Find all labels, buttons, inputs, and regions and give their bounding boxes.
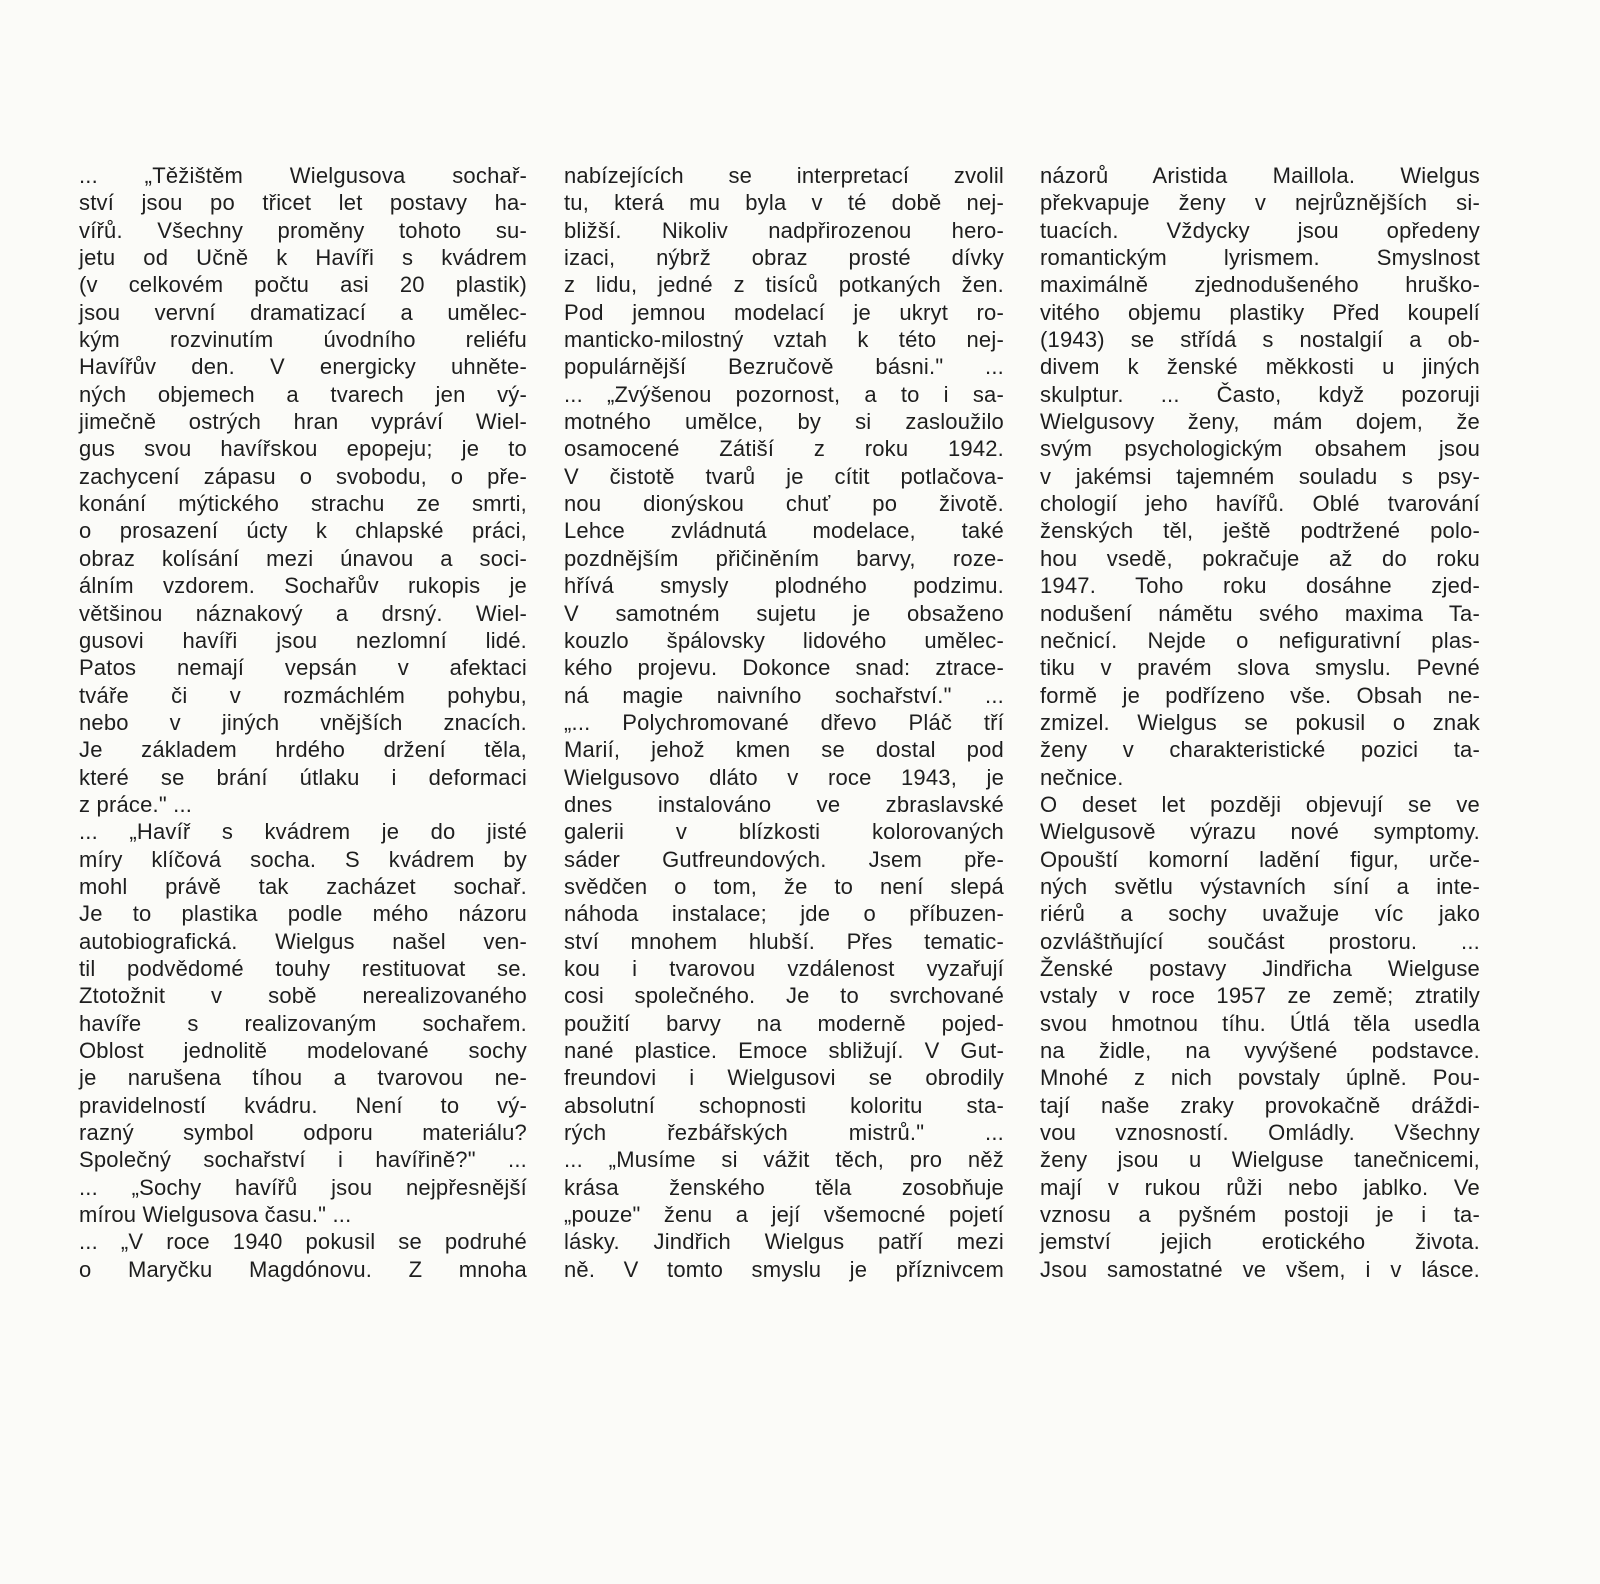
text-line: ženy v charakteristické pozici ta- bbox=[1040, 737, 1480, 763]
text-line: havíře s realizovaným sochařem. bbox=[79, 1010, 527, 1036]
text-line: autobiografická. Wielgus našel ven- bbox=[79, 928, 527, 954]
text-line: ... „Havíř s kvádrem je do jisté bbox=[79, 819, 527, 845]
text-line: gus svou havířskou epopeju; je to bbox=[79, 436, 527, 462]
text-line: Pod jemnou modelací je ukryt ro- bbox=[564, 299, 1004, 325]
text-line: ... „Musíme si vážit těch, pro něž bbox=[564, 1147, 1004, 1173]
text-line: ství mnohem hlubší. Přes tematic- bbox=[564, 928, 1004, 954]
text-line: vířů. Všechny proměny tohoto su- bbox=[79, 217, 527, 243]
text-line: náhoda instalace; jde o příbuzen- bbox=[564, 901, 1004, 927]
text-line: jsou vervní dramatizací a umělec- bbox=[79, 299, 527, 325]
text-line: nebo v jiných vnějších znacích. bbox=[79, 709, 527, 735]
text-line: nečnice. bbox=[1040, 764, 1124, 790]
text-line: romantickým lyrismem. Smyslnost bbox=[1040, 245, 1480, 271]
text-line: ... „Sochy havířů jsou nejpřesnější bbox=[79, 1174, 527, 1200]
text-line: cosi společného. Je to svrchované bbox=[564, 983, 1004, 1009]
text-line: rých řezbářských mistrů." ... bbox=[564, 1120, 1004, 1146]
text-column-3 bbox=[1040, 162, 1480, 1283]
text-line: pozdnějším přičiněním barvy, roze- bbox=[564, 545, 1004, 571]
text-line: Lehce zvládnutá modelace, také bbox=[564, 518, 1004, 544]
text-column-1 bbox=[79, 162, 527, 1283]
text-line: svědčen o tom, že to není slepá bbox=[564, 873, 1004, 899]
text-line: ství jsou po třicet let postavy ha- bbox=[79, 190, 527, 216]
text-line: Patos nemají vepsán v afektaci bbox=[79, 655, 527, 681]
text-line: krása ženského těla zosobňuje bbox=[564, 1174, 1004, 1200]
text-line: til podvědomé touhy restituovat se. bbox=[79, 955, 527, 981]
text-line: vznosu a pyšném postoji je i ta- bbox=[1040, 1202, 1480, 1228]
text-line: ženských těl, ještě podtržené polo- bbox=[1040, 518, 1480, 544]
text-line: o prosazení úcty k chlapské práci, bbox=[79, 518, 527, 544]
text-line: „... Polychromované dřevo Pláč tří bbox=[564, 709, 1004, 735]
text-line: bližší. Nikoliv nadpřirozenou hero- bbox=[564, 217, 1004, 243]
text-line: konání mýtického strachu ze smrti, bbox=[79, 491, 527, 517]
text-line: riérů a sochy uvažuje víc jako bbox=[1040, 901, 1480, 927]
text-line: ... „V roce 1940 pokusil se podruhé bbox=[79, 1229, 527, 1255]
text-line: nané plastice. Emoce sbližují. V Gut- bbox=[564, 1038, 1004, 1063]
text-line: zmizel. Wielgus se pokusil o znak bbox=[1040, 709, 1480, 735]
text-line: vstaly v roce 1957 ze země; ztratily bbox=[1040, 983, 1480, 1009]
text-line: Marií, jehož kmen se dostal pod bbox=[564, 737, 1004, 763]
text-line: Havířův den. V energicky uhněte- bbox=[79, 354, 527, 380]
text-line: ných světlu výstavních síní a inte- bbox=[1040, 873, 1480, 899]
text-line: nečnicí. Nejde o nefigurativní plas- bbox=[1040, 627, 1480, 653]
text-line: O deset let později objevují se ve bbox=[1040, 791, 1480, 817]
text-line: motného umělce, by si zasloužilo bbox=[564, 409, 1004, 435]
text-line: v jakémsi tajemném souladu s psy- bbox=[1040, 463, 1480, 489]
text-line: je narušena tíhou a tvarovou ne- bbox=[79, 1065, 527, 1091]
text-line: zachycení zápasu o svobodu, o pře- bbox=[79, 463, 527, 489]
text-line: Společný sochařství i havířině?" ... bbox=[79, 1147, 527, 1173]
text-line: divem k ženské měkkosti u jiných bbox=[1040, 354, 1480, 380]
text-line: ných objemech a tvarech jen vý- bbox=[79, 381, 527, 407]
text-line: razný symbol odporu materiálu? bbox=[79, 1120, 527, 1146]
text-line: mají v rukou růži nebo jablko. Ve bbox=[1040, 1174, 1480, 1200]
text-line: osamocené Zátiší z roku 1942. bbox=[564, 436, 1004, 462]
text-line: kouzlo špálovsky lidového umělec- bbox=[564, 627, 1004, 653]
text-line: nodušení námětu svého maxima Ta- bbox=[1040, 600, 1480, 626]
text-line: (1943) se střídá s nostalgií a ob- bbox=[1040, 327, 1480, 353]
text-line: mírou Wielgusova času." ... bbox=[79, 1202, 352, 1228]
text-line: tají naše zraky provokačně dráždi- bbox=[1040, 1092, 1480, 1118]
text-line: lásky. Jindřich Wielgus patří mezi bbox=[564, 1229, 1004, 1255]
text-line: z práce." ... bbox=[79, 791, 193, 817]
text-line: chologií jeho havířů. Oblé tvarování bbox=[1040, 491, 1480, 517]
text-line: Oblost jednolitě modelované sochy bbox=[79, 1038, 527, 1063]
text-line: obraz kolísání mezi únavou a soci- bbox=[79, 545, 527, 571]
text-line: kým rozvinutím úvodního reliéfu bbox=[79, 327, 527, 353]
text-line: míry klíčová socha. S kvádrem by bbox=[79, 846, 527, 872]
text-line: nou dionýskou chuť po životě. bbox=[564, 491, 1004, 517]
text-line: tváře či v rozmáchlém pohybu, bbox=[79, 682, 527, 708]
text-line: svou hmotnou tíhu. Útlá těla usedla bbox=[1040, 1010, 1480, 1036]
text-line: Je základem hrdého držení těla, bbox=[79, 737, 527, 763]
text-line: 1947. Toho roku dosáhne zjed- bbox=[1040, 573, 1480, 599]
text-line: dnes instalováno ve zbraslavské bbox=[564, 791, 1004, 817]
text-line: ozvláštňující součást prostoru. ... bbox=[1040, 928, 1480, 954]
text-line: álním vzdorem. Sochařův rukopis je bbox=[79, 573, 527, 599]
text-line: jetu od Učně k Havíři s kvádrem bbox=[79, 245, 527, 271]
text-line: vou vznosností. Omládly. Všechny bbox=[1040, 1120, 1480, 1146]
text-line: překvapuje ženy v nejrůznějších si- bbox=[1040, 190, 1480, 216]
text-line: většinou náznakový a drsný. Wiel- bbox=[79, 600, 527, 626]
text-line: nabízejících se interpretací zvolil bbox=[564, 163, 1004, 188]
text-line: ná magie naivního sochařství." ... bbox=[564, 682, 1004, 708]
text-line: hou vsedě, pokračuje až do roku bbox=[1040, 545, 1480, 571]
text-line: absolutní schopnosti koloritu sta- bbox=[564, 1092, 1004, 1118]
text-line: populárnější Bezručově básni." ... bbox=[564, 354, 1004, 380]
text-line: freundovi i Wielgusovi se obrodily bbox=[564, 1065, 1004, 1091]
text-line: ... „Zvýšenou pozornost, a to i sa- bbox=[564, 381, 1004, 407]
text-line: manticko-milostný vztah k této nej- bbox=[564, 327, 1004, 353]
text-line: svým psychologickým obsahem jsou bbox=[1040, 436, 1480, 462]
text-line: Ženské postavy Jindřicha Wielguse bbox=[1040, 955, 1480, 981]
text-line: tuacích. Vždycky jsou opředeny bbox=[1040, 217, 1480, 243]
text-line: Wielgusovy ženy, mám dojem, že bbox=[1040, 409, 1480, 435]
text-line: Jsou samostatné ve všem, i v lásce. bbox=[1040, 1256, 1480, 1282]
text-line: (v celkovém počtu asi 20 plastik) bbox=[79, 272, 527, 298]
text-line: jemství jejich erotického života. bbox=[1040, 1229, 1480, 1255]
text-line: formě je podřízeno vše. Obsah ne- bbox=[1040, 682, 1480, 708]
text-line: sáder Gutfreundových. Jsem pře- bbox=[564, 846, 1004, 872]
text-line: Wielgusově výrazu nové symptomy. bbox=[1040, 819, 1480, 845]
text-line: kou i tvarovou vzdálenost vyzařují bbox=[564, 955, 1004, 981]
text-line: Je to plastika podle mého názoru bbox=[79, 901, 527, 927]
text-line: skulptur. ... Často, když pozoruji bbox=[1040, 381, 1480, 407]
text-line: maximálně zjednodušeného hruško- bbox=[1040, 272, 1480, 298]
text-line: hřívá smysly plodného podzimu. bbox=[564, 573, 1004, 599]
text-line: tu, která mu byla v té době nej- bbox=[564, 190, 1004, 216]
text-line: tiku v pravém slova smyslu. Pevné bbox=[1040, 655, 1480, 681]
text-line: gusovi havíři jsou nezlomní lidé. bbox=[79, 627, 527, 653]
text-line: Opouští komorní ladění figur, urče- bbox=[1040, 846, 1480, 872]
text-line: Mnohé z nich povstaly úplně. Pou- bbox=[1040, 1065, 1480, 1091]
text-line: galerii v blízkosti kolorovaných bbox=[564, 819, 1004, 845]
text-line: názorů Aristida Maillola. Wielgus bbox=[1040, 163, 1480, 188]
text-line: Ztotožnit v sobě nerealizovaného bbox=[79, 983, 527, 1009]
text-column-2 bbox=[564, 162, 1004, 1283]
text-line: ně. V tomto smyslu je příznivcem bbox=[564, 1256, 1004, 1282]
text-line: o Maryčku Magdónovu. Z mnoha bbox=[79, 1256, 527, 1282]
text-line: V samotném sujetu je obsaženo bbox=[564, 600, 1004, 626]
text-line: kého projevu. Dokonce snad: ztrace- bbox=[564, 655, 1004, 681]
text-line: vitého objemu plastiky Před koupelí bbox=[1040, 299, 1480, 325]
text-line: ... „Těžištěm Wielgusova sochař- bbox=[79, 163, 527, 188]
text-line: ženy jsou u Wielguse tanečnicemi, bbox=[1040, 1147, 1480, 1173]
text-line: „pouze" ženu a její všemocné pojetí bbox=[564, 1202, 1004, 1228]
text-line: V čistotě tvarů je cítit potlačova- bbox=[564, 463, 1004, 489]
text-line: izaci, nýbrž obraz prosté dívky bbox=[564, 245, 1004, 271]
text-line: pravidelností kvádru. Není to vý- bbox=[79, 1092, 527, 1118]
text-line: které se brání útlaku i deformaci bbox=[79, 764, 527, 790]
text-line: Wielgusovo dláto v roce 1943, je bbox=[564, 764, 1004, 790]
text-line: mohl právě tak zacházet sochař. bbox=[79, 873, 527, 899]
text-line: z lidu, jedné z tisíců potkaných žen. bbox=[564, 272, 1004, 298]
text-line: jimečně ostrých hran vypráví Wiel- bbox=[79, 409, 527, 435]
text-line: použití barvy na moderně pojed- bbox=[564, 1010, 1004, 1036]
text-line: na židle, na vyvýšené podstavce. bbox=[1040, 1038, 1480, 1063]
